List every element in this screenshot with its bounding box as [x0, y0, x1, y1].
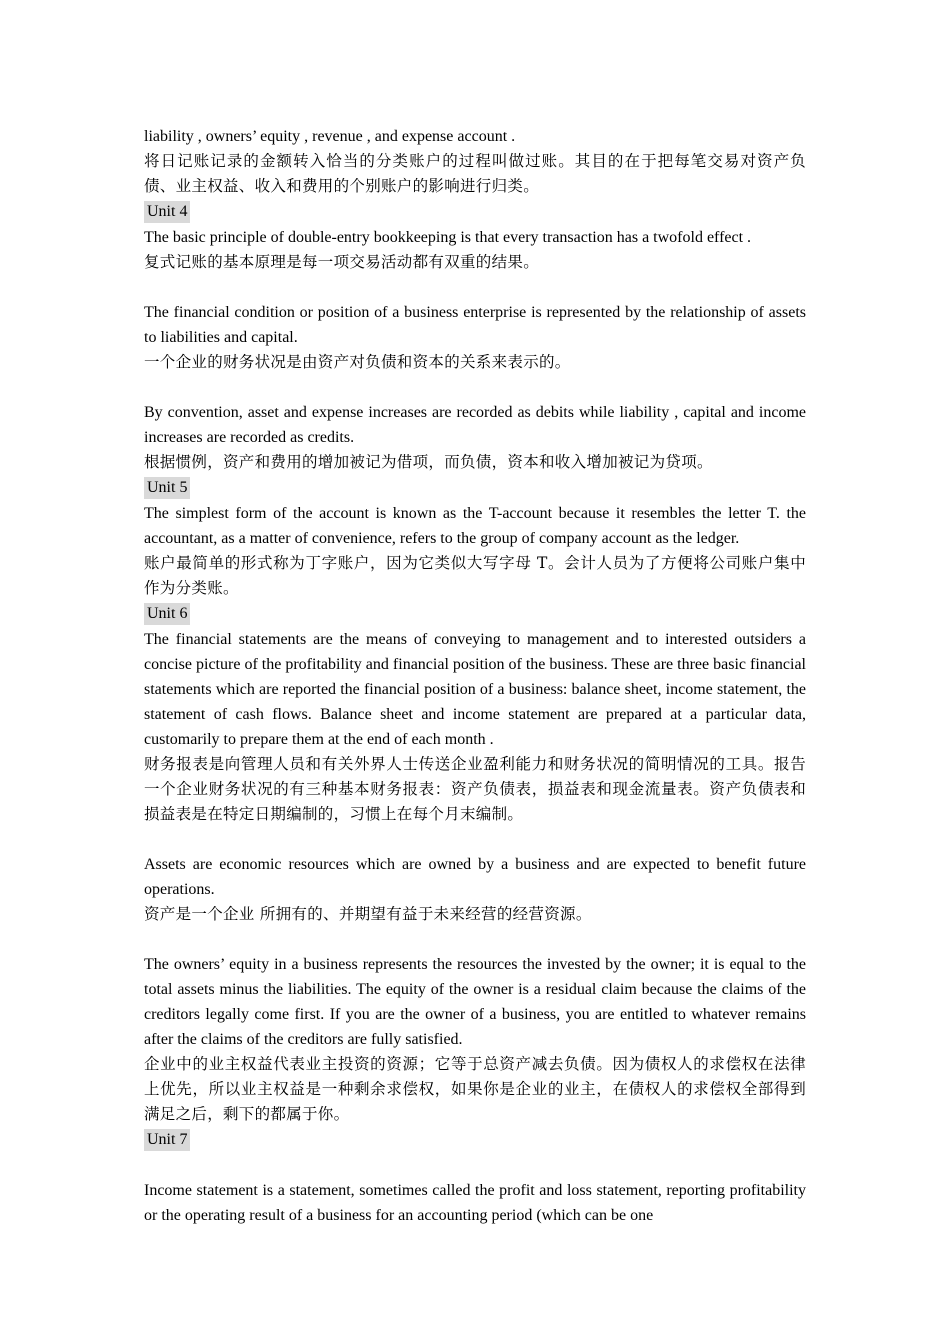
unit-heading [144, 601, 806, 627]
document-page [144, 124, 806, 1228]
paragraph-en: The basic principle of double-entry bookkeeping is that every transaction has a twofold effect . [144, 229, 752, 246]
unit-label: Unit 5 [144, 477, 190, 499]
paragraph-en: liability , owners’ equity , revenue , and expense account . [144, 128, 516, 145]
blank-line [144, 275, 806, 300]
paragraph-cn: 资产是一个企业 所拥有的、并期望有益于未来经营的经营资源。 [144, 905, 592, 923]
blank-line [144, 1153, 806, 1178]
unit-heading [144, 199, 806, 225]
paragraph-cn: 企业中的业主权益代表业主投资的资源；它等于总资产减去负债。因为债权人的求偿权在法律上优先，所以业主权益是一种剩余求偿权，如果你是企业的业主，在债权人的求偿权全部得到满足之后，剩下的都属于你。 [144, 1055, 806, 1123]
paragraph-en: The owners’ equity in a business represents the resources the invested by the owner; it is equal to the total assets minus the liabilities. The equity of the owner is a residual claim because the claims of the creditors legally come first. If you are the owner of a business, you are entitled to whatever remains after the claims of the creditors are fully satisfied. [144, 956, 806, 1048]
paragraph-cn: 根据惯例，资产和费用的增加被记为借项，而负债，资本和收入增加被记为贷项。 [144, 453, 713, 471]
paragraph-en: Income statement is a statement, sometimes called the profit and loss statement, reporting profitability or the operating result of a business for an accounting period (which can be one [144, 1182, 806, 1224]
paragraph-cn: 账户最简单的形式称为丁字账户，因为它类似大写字母 T。会计人员为了方便将公司账户集中作为分类账。 [144, 554, 806, 597]
paragraph-en: By convention, asset and expense increases are recorded as debits while liability , capital and income increases are recorded as credits. [144, 404, 806, 446]
paragraph-cn: 将日记账记录的金额转入恰当的分类账户的过程叫做过账。其目的在于把每笔交易对资产负债、业主权益、收入和费用的个别账户的影响进行归类。 [144, 152, 806, 195]
paragraph-cn: 复式记账的基本原理是每一项交易活动都有双重的结果。 [144, 253, 540, 271]
paragraph-en: The simplest form of the account is known as the T-account because it resembles the letter T. the accountant, as a matter of convenience, refers to the group of company account as the ledger. [144, 505, 806, 547]
paragraph-en: The financial statements are the means of conveying to management and to interested outsiders a concise picture of the profitability and financial position of the business. These are three basic financial statements which are reported the financial position of a business: balance sheet, income statement, the statement of cash flows. Balance sheet and income statement are prepared at a particular data, customarily to prepare them at the end of each month . [144, 631, 806, 748]
unit-label: Unit 7 [144, 1129, 190, 1151]
paragraph-en: Assets are economic resources which are owned by a business and are expected to benefit future operations. [144, 856, 806, 898]
unit-label: Unit 4 [144, 201, 190, 223]
unit-heading [144, 1127, 806, 1153]
blank-line [144, 927, 806, 952]
blank-line [144, 827, 806, 852]
paragraph-cn: 财务报表是向管理人员和有关外界人士传送企业盈利能力和财务状况的简明情况的工具。报告一个企业财务状况的有三种基本财务报表：资产负债表，损益表和现金流量表。资产负债表和损益表是在特定日期编制的，习惯上在每个月末编制。 [144, 755, 806, 823]
unit-heading [144, 475, 806, 501]
unit-label: Unit 6 [144, 603, 190, 625]
blank-line [144, 375, 806, 400]
paragraph-cn: 一个企业的财务状况是由资产对负债和资本的关系来表示的。 [144, 353, 571, 371]
paragraph-en: The financial condition or position of a business enterprise is represented by the relationship of assets to liabilities and capital. [144, 304, 806, 346]
